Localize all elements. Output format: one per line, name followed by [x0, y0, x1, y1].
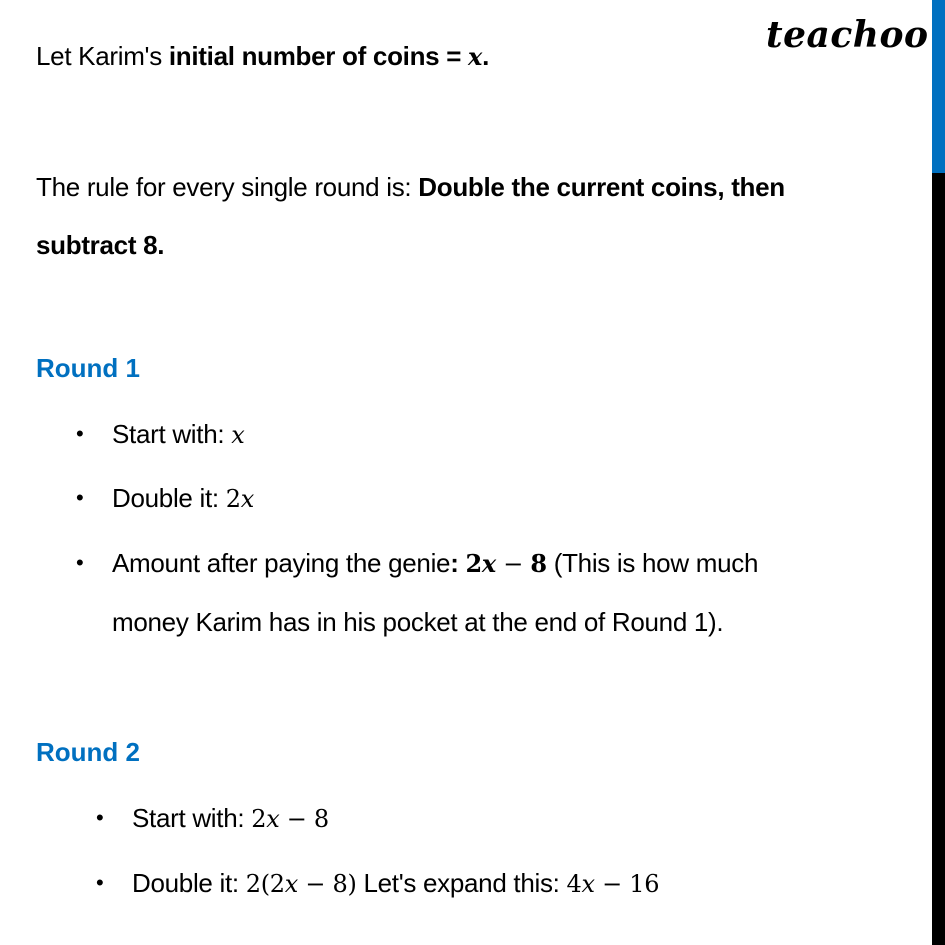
intro-prefix: Let Karim's	[36, 41, 169, 71]
side-bar-accent	[932, 0, 945, 173]
math-variable: x	[284, 870, 299, 898]
intro-bold: initial number of coins =	[168, 41, 469, 71]
math-variable: x	[231, 421, 245, 449]
math-number: 2	[225, 485, 241, 513]
result-operator: −	[594, 870, 630, 898]
rule-prefix: The rule for every single round is:	[36, 172, 419, 202]
rule-line-1	[36, 171, 785, 203]
math-variable: x	[240, 485, 254, 513]
item-mid-text: Let's expand this:	[356, 868, 567, 898]
rule-bold-2: subtract 8.	[36, 230, 165, 260]
round-1-item-3-line-1	[112, 547, 758, 580]
rule-bold-1: Double the current coins, then	[418, 172, 785, 202]
side-bar-dark	[932, 173, 945, 945]
bullet-icon: •	[76, 485, 84, 510]
bullet-icon: •	[76, 421, 84, 446]
math-suffix: 8)	[332, 870, 357, 898]
math-prefix: 2(2	[245, 870, 285, 898]
round-1-heading: Round 1	[36, 353, 140, 383]
math-constant: 8	[313, 805, 329, 833]
intro-suffix: .	[482, 41, 489, 71]
bullet-icon: •	[76, 550, 84, 575]
math-operator: −	[298, 870, 333, 898]
round-1-item-2	[112, 482, 254, 515]
math-operator: −	[279, 805, 314, 833]
item-note-1: (This is how much	[546, 548, 759, 578]
math-variable: x	[481, 549, 496, 578]
round-1-item-1	[112, 418, 244, 451]
round-2-item-1	[132, 802, 329, 835]
teachoo-logo: teachoo	[766, 14, 929, 56]
result-constant: 16	[629, 870, 660, 898]
item-label: Start with:	[112, 419, 232, 449]
item-label: Start with:	[132, 803, 252, 833]
math-operator: −	[495, 550, 531, 578]
item-label: Double it:	[112, 483, 226, 513]
round-1-item-3-line-2	[112, 606, 723, 638]
item-label: Double it:	[132, 868, 246, 898]
round-2-heading: Round 2	[36, 737, 140, 767]
item-label: Amount after paying the genie	[112, 548, 451, 578]
math-number: 2	[251, 805, 267, 833]
rule-line-2	[36, 229, 164, 261]
result-number: 4	[566, 870, 582, 898]
item-note-2: money Karim has in his pocket at the end of Round 1).	[112, 607, 724, 637]
math-constant: 8	[530, 549, 547, 578]
math-variable: x	[266, 805, 280, 833]
round-2-item-2	[132, 867, 659, 900]
math-number: 2	[465, 549, 482, 578]
bullet-icon: •	[96, 805, 104, 830]
item-colon: :	[450, 548, 459, 578]
intro-variable: x	[468, 42, 483, 71]
intro-line	[36, 40, 489, 73]
bullet-icon: •	[96, 870, 104, 895]
result-variable: x	[581, 870, 595, 898]
